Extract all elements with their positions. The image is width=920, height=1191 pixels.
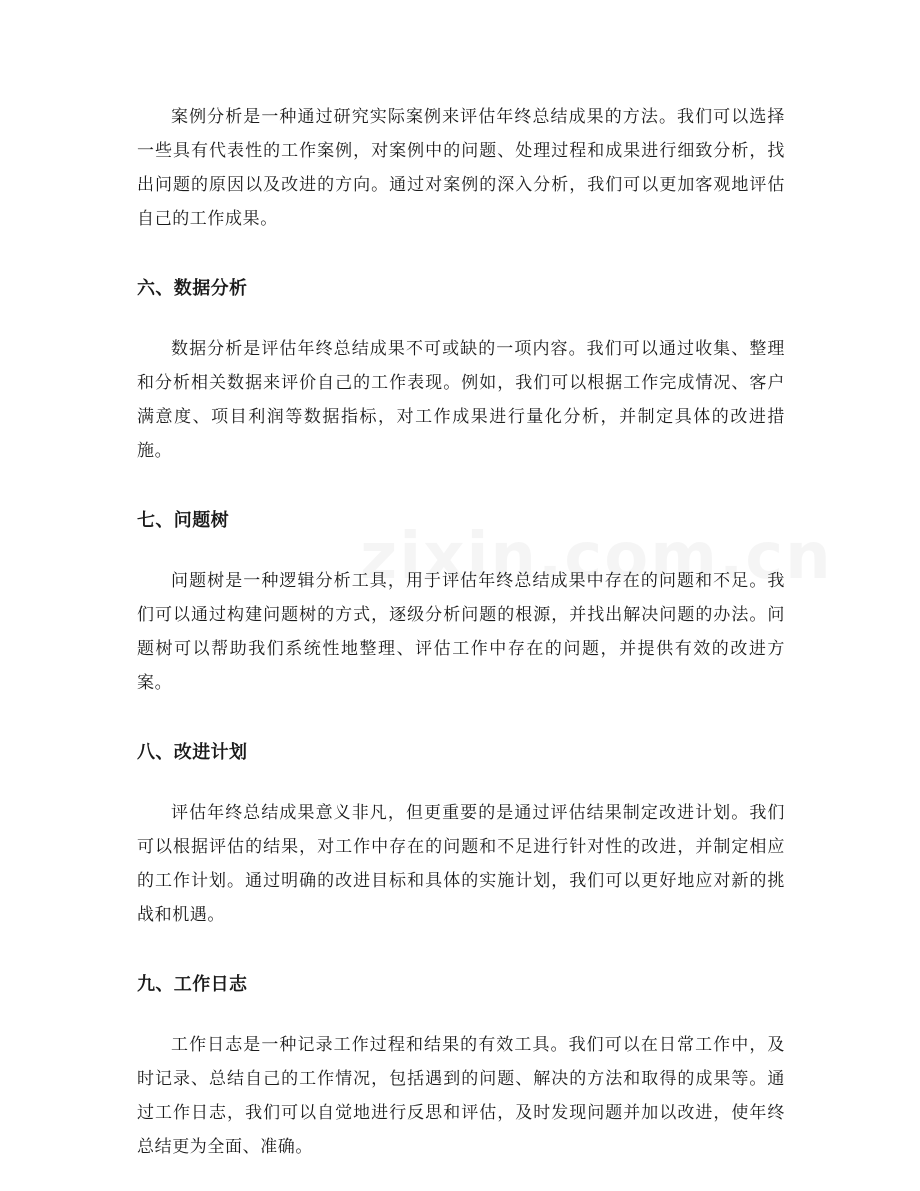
document-body [137, 100, 785, 1164]
section-heading-improvement-plan: 八、改进计划 [137, 742, 248, 763]
data-analysis-paragraph: 数据分析是评估年终总结成果不可或缺的一项内容。我们可以通过收集、整理和分析相关数据来评价自己的工作表现。例如，我们可以根据工作完成情况、客户满意度、项目利润等数据指标，对工作成果进行量化分析，并制定具体的改进措施。 [137, 339, 785, 461]
improvement-plan-paragraph: 评估年终总结成果意义非凡，但更重要的是通过评估结果制定改进计划。我们可以根据评估的结果，对工作中存在的问题和不足进行针对性的改进，并制定相应的工作计划。通过明确的改进目标和具体的实施计划，我们可以更好地应对新的挑战和机遇。 [137, 803, 785, 925]
problem-tree-paragraph: 问题树是一种逻辑分析工具，用于评估年终总结成果中存在的问题和不足。我们可以通过构建问题树的方式，逐级分析问题的根源，并找出解决问题的办法。问题树可以帮助我们系统性地整理、评估工作中存在的问题，并提供有效的改进方案。 [137, 571, 785, 693]
work-log-paragraph: 工作日志是一种记录工作过程和结果的有效工具。我们可以在日常工作中，及时记录、总结自己的工作情况，包括遇到的问题、解决的方法和取得的成果等。通过工作日志，我们可以自觉地进行反思和评估，及时发现问题并加以改进，使年终总结更为全面、准确。 [137, 1035, 785, 1157]
section-heading-work-log: 九、工作日志 [137, 974, 248, 995]
case-analysis-paragraph: 案例分析是一种通过研究实际案例来评估年终总结成果的方法。我们可以选择一些具有代表性的工作案例，对案例中的问题、处理过程和成果进行细致分析，找出问题的原因以及改进的方向。通过对案例的深入分析，我们可以更加客观地评估自己的工作成果。 [137, 107, 785, 229]
section-heading-data-analysis: 六、数据分析 [137, 278, 248, 299]
section-heading-problem-tree: 七、问题树 [137, 510, 229, 531]
